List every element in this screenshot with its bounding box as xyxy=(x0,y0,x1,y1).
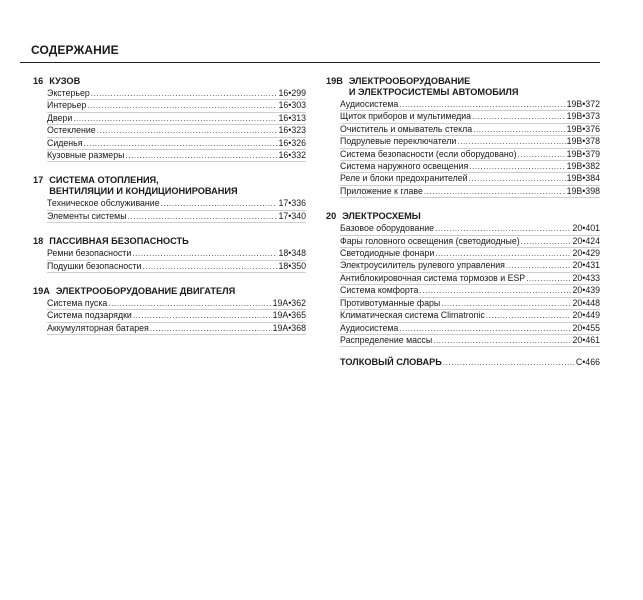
section-title xyxy=(49,76,80,87)
toc-entry[interactable] xyxy=(47,211,306,223)
entry-label: Кузовные размеры xyxy=(47,150,125,161)
toc-entry[interactable] xyxy=(340,285,600,297)
leader-dots xyxy=(521,236,572,247)
section-title-line: ЭЛЕКТРОСХЕМЫ xyxy=(342,211,421,222)
section-heading xyxy=(326,211,600,222)
entry-list xyxy=(47,88,306,162)
entry-page-number: 16•313 xyxy=(278,112,306,123)
entry-page-number: 20•433 xyxy=(572,272,600,283)
right-sections xyxy=(326,76,600,347)
toc-section xyxy=(33,76,306,162)
leader-dots xyxy=(125,150,277,161)
leader-dots xyxy=(91,88,278,99)
toc-entry[interactable] xyxy=(47,138,306,150)
toc-section xyxy=(33,286,306,335)
entry-label: Аккумуляторная батарея xyxy=(47,322,149,333)
entry-label: Антиблокировочная система тормозов и ESP xyxy=(340,272,526,283)
toc-section xyxy=(33,175,306,223)
toc-entry[interactable] xyxy=(47,298,306,310)
section-title-line: КУЗОВ xyxy=(49,76,81,86)
toc-entry[interactable] xyxy=(47,310,306,322)
entry-label: Экстерьер xyxy=(47,88,90,98)
section-title xyxy=(349,76,519,98)
leader-dots xyxy=(142,261,277,272)
toc-entry[interactable] xyxy=(340,298,600,310)
entry-label: Аудиосистема xyxy=(340,99,399,109)
toc-section xyxy=(33,236,306,273)
section-title-line: ВЕНТИЛЯЦИИ И КОНДИЦИОНИРОВАНИЯ xyxy=(49,186,238,197)
toc-entry[interactable] xyxy=(340,186,600,198)
leader-dots xyxy=(161,198,278,209)
leader-dots xyxy=(84,138,278,149)
toc-entry[interactable] xyxy=(47,88,306,100)
section-number: 16 xyxy=(33,76,44,86)
entry-list xyxy=(340,223,600,347)
toc-section xyxy=(326,211,600,347)
section-title-line: СИСТЕМА ОТОПЛЕНИЯ, xyxy=(49,175,159,186)
leader-dots xyxy=(435,223,571,234)
entry-page-number: 16•303 xyxy=(278,100,306,111)
entry-label: Ремни безопасности xyxy=(47,248,132,259)
toc-entry[interactable] xyxy=(340,124,600,136)
entry-label: Светодиодные фонари xyxy=(340,248,435,259)
section-number: 19А xyxy=(33,286,50,297)
glossary-label: ТОЛКОВЫЙ СЛОВАРЬ xyxy=(340,357,442,368)
entry-label: Базовое оборудование xyxy=(340,223,435,234)
section-title xyxy=(49,175,237,197)
section-number: 20 xyxy=(326,211,337,222)
section-heading xyxy=(326,76,600,98)
entry-label: Система безопасности (если оборудовано) xyxy=(340,148,517,159)
entry-label: Сиденья xyxy=(47,137,83,148)
leader-dots xyxy=(518,149,566,160)
leader-dots xyxy=(133,310,272,321)
leader-dots xyxy=(128,211,278,222)
entry-page-number: 20•448 xyxy=(572,297,600,308)
leader-dots xyxy=(435,248,571,259)
leader-dots xyxy=(87,100,277,111)
entry-label: Фары головного освещения (светодиодные) xyxy=(340,235,520,246)
section-title-line: ЭЛЕКТРООБОРУДОВАНИЕ xyxy=(348,76,471,86)
toc-entry[interactable] xyxy=(340,99,600,111)
entry-label: Распределение массы xyxy=(340,334,433,345)
toc-entry[interactable] xyxy=(340,236,600,248)
entry-page-number: 19В•376 xyxy=(566,123,600,134)
leader-dots xyxy=(473,124,565,135)
entry-label: Техническое обслуживание xyxy=(47,198,160,209)
entry-list xyxy=(340,99,600,198)
leader-dots xyxy=(469,173,566,184)
entry-label: Приложение к главе xyxy=(340,185,423,196)
entry-page-number: 20•401 xyxy=(572,223,600,234)
toc-entry[interactable] xyxy=(340,161,600,173)
page-title: СОДЕРЖАНИЕ xyxy=(31,43,119,57)
toc-entry[interactable] xyxy=(47,198,306,210)
section-number: 18 xyxy=(33,236,44,247)
section-number: 17 xyxy=(33,175,44,186)
entry-page-number: 19В•372 xyxy=(566,99,600,109)
leader-dots xyxy=(457,136,565,147)
entry-label: Климатическая система Climatronic xyxy=(340,310,485,321)
leader-dots xyxy=(97,125,278,136)
leader-dots xyxy=(399,323,571,334)
toc-entry[interactable] xyxy=(340,173,600,185)
toc-entry[interactable] xyxy=(340,335,600,347)
entry-page-number: 17•340 xyxy=(278,210,306,221)
title-rule xyxy=(20,62,600,63)
section-title-line: ЭЛЕКТРООБОРУДОВАНИЕ ДВИГАТЕЛЯ xyxy=(55,286,236,297)
entry-page-number: 20•429 xyxy=(572,248,600,259)
entry-label: Очиститель и омыватель стекла xyxy=(340,123,473,134)
right-column xyxy=(326,76,600,368)
leader-dots xyxy=(424,186,566,197)
toc-entry[interactable] xyxy=(340,248,600,260)
toc-entry[interactable] xyxy=(47,100,306,112)
entry-label: Подушки безопасности xyxy=(47,260,142,271)
glossary-entry[interactable] xyxy=(340,357,600,368)
toc-entry[interactable] xyxy=(47,125,306,137)
toc-entry[interactable] xyxy=(340,111,600,123)
entry-label: Подрулевые переключатели xyxy=(340,136,457,147)
toc-entry[interactable] xyxy=(340,149,600,161)
section-title-line: ПАССИВНАЯ БЕЗОПАСНОСТЬ xyxy=(49,236,189,247)
entry-page-number: 20•431 xyxy=(572,260,600,271)
entry-label: Система подзарядки xyxy=(47,310,132,321)
section-heading xyxy=(33,175,306,197)
entry-page-number: 19В•382 xyxy=(566,161,600,172)
section-heading xyxy=(33,286,306,297)
leader-dots xyxy=(443,357,575,368)
entry-page-number: 20•455 xyxy=(572,322,600,333)
entry-list xyxy=(47,248,306,273)
leader-dots xyxy=(506,260,572,271)
leader-dots xyxy=(73,113,277,124)
section-title xyxy=(49,236,189,247)
entry-label: Аудиосистема xyxy=(340,322,399,333)
toc-entry[interactable] xyxy=(47,323,306,335)
left-column xyxy=(33,76,306,348)
entry-label: Реле и блоки предохранителей xyxy=(340,173,468,184)
toc-entry[interactable] xyxy=(340,323,600,335)
entry-label: Интерьер xyxy=(47,100,87,111)
leader-dots xyxy=(441,298,571,309)
entry-page-number: 20•439 xyxy=(572,285,600,296)
entry-page-number: 20•461 xyxy=(572,334,600,345)
entry-list xyxy=(47,298,306,335)
toc-entry[interactable] xyxy=(340,136,600,148)
entry-page-number: 16•326 xyxy=(278,137,306,148)
entry-page-number: 20•424 xyxy=(572,235,600,246)
entry-page-number: 19В•379 xyxy=(566,148,600,159)
entry-page-number: 20•449 xyxy=(572,310,600,321)
toc-entry[interactable] xyxy=(47,113,306,125)
entry-page-number: 18•350 xyxy=(278,260,306,271)
section-heading xyxy=(33,76,306,87)
section-title xyxy=(56,286,235,297)
entry-label: Щиток приборов и мультимедиа xyxy=(340,111,472,122)
section-title-line: И ЭЛЕКТРОСИСТЕМЫ АВТОМОБИЛЯ xyxy=(348,87,519,97)
entry-page-number: 19В•384 xyxy=(566,173,600,184)
entry-page-number: 19В•378 xyxy=(566,136,600,147)
section-title xyxy=(342,211,421,222)
toc-entry[interactable] xyxy=(47,248,306,260)
toc-entry[interactable] xyxy=(340,223,600,235)
leader-dots xyxy=(469,161,565,172)
leader-dots xyxy=(399,99,565,110)
toc-entry[interactable] xyxy=(340,273,600,285)
entry-page-number: 19В•398 xyxy=(566,185,600,196)
entry-list xyxy=(47,198,306,223)
entry-label: Элементы системы xyxy=(47,210,127,221)
toc-entry[interactable] xyxy=(340,260,600,272)
toc-entry[interactable] xyxy=(47,150,306,162)
section-heading xyxy=(33,236,306,247)
entry-page-number: 16•332 xyxy=(278,150,306,161)
entry-page-number: 17•336 xyxy=(278,198,306,209)
glossary-page: С•466 xyxy=(575,357,600,368)
leader-dots xyxy=(419,285,571,296)
entry-label: Система пуска xyxy=(47,298,108,309)
leader-dots xyxy=(472,111,566,122)
entry-label: Остекление xyxy=(47,125,96,136)
entry-page-number: 16•323 xyxy=(278,125,306,136)
leader-dots xyxy=(108,298,271,309)
entry-page-number: 19А•362 xyxy=(272,298,306,309)
entry-label: Противотуманные фары xyxy=(340,297,441,308)
section-number: 19В xyxy=(326,76,343,86)
entry-page-number: 19В•373 xyxy=(566,111,600,122)
toc-section xyxy=(326,76,600,198)
entry-page-number: 19А•365 xyxy=(272,310,306,321)
entry-page-number: 16•299 xyxy=(278,88,306,98)
leader-dots xyxy=(526,273,571,284)
leader-dots xyxy=(486,310,572,321)
entry-label: Электроусилитель рулевого управления xyxy=(340,260,505,271)
entry-label: Двери xyxy=(47,112,73,123)
toc-entry[interactable] xyxy=(340,310,600,322)
entry-page-number: 19А•368 xyxy=(272,322,306,333)
entry-label: Система комфорта xyxy=(340,285,419,296)
leader-dots xyxy=(433,335,571,346)
entry-label: Система наружного освещения xyxy=(340,161,469,172)
leader-dots xyxy=(150,323,272,334)
toc-entry[interactable] xyxy=(47,261,306,273)
leader-dots xyxy=(132,248,277,259)
entry-page-number: 18•348 xyxy=(278,248,306,259)
